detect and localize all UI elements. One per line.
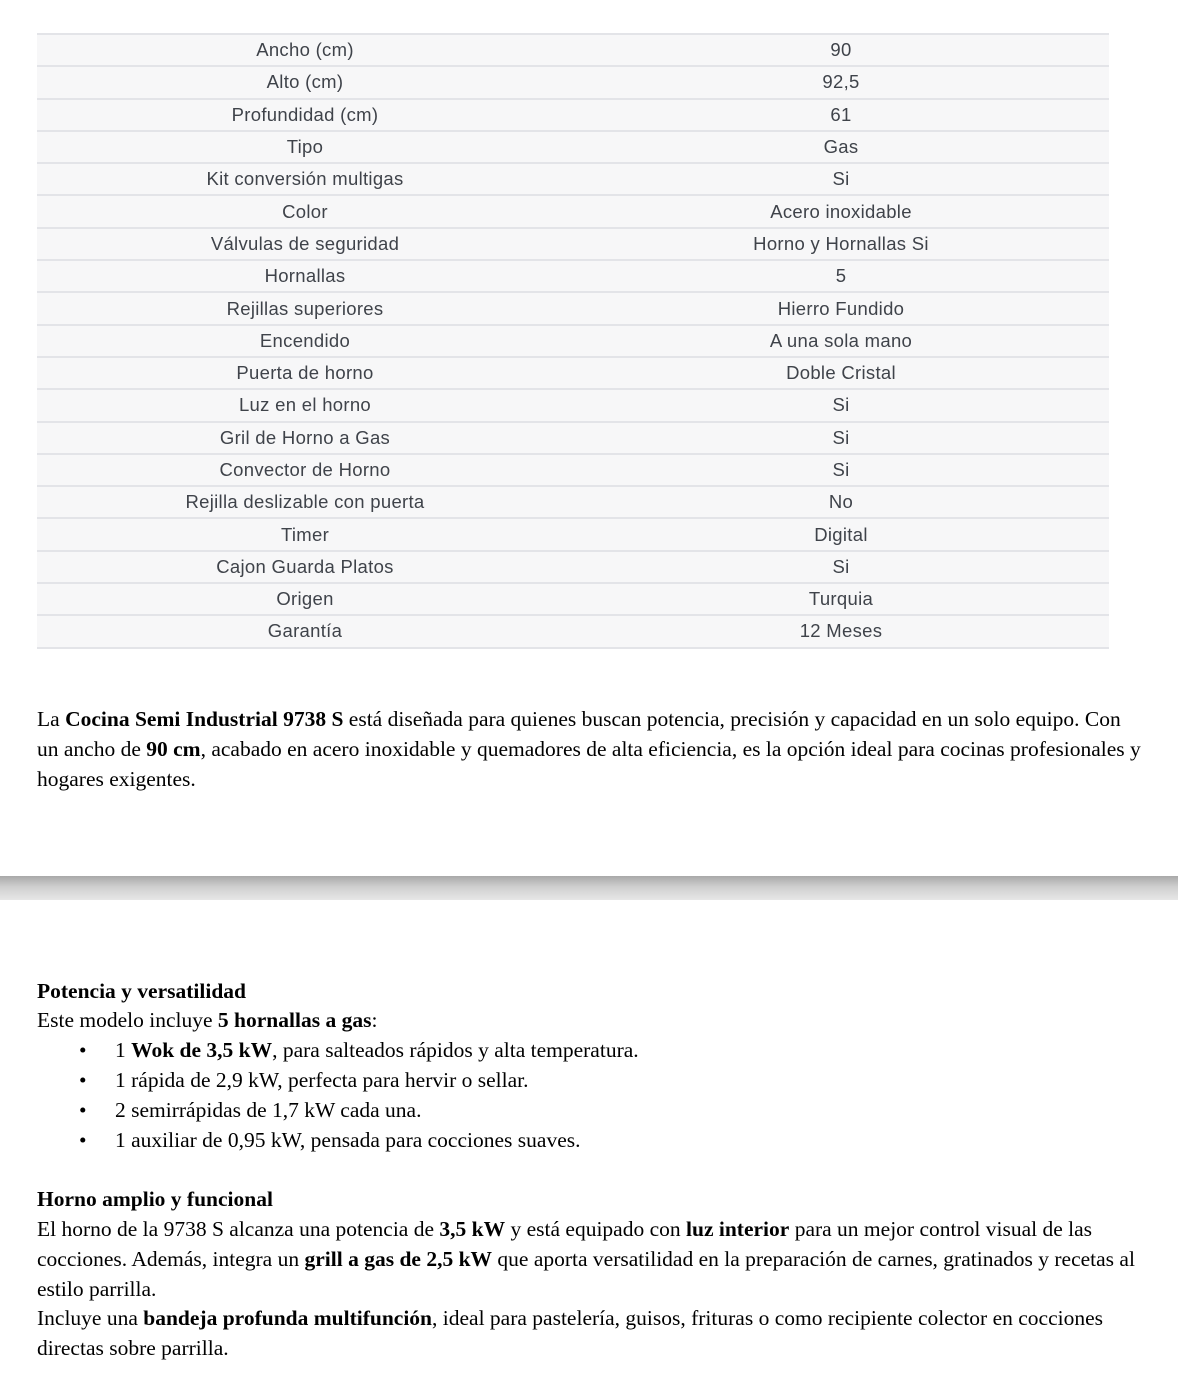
spec-label: Convector de Horno xyxy=(219,459,391,480)
intro-paragraph: La Cocina Semi Industrial 9738 S está diseñada para quienes buscan potencia, precisión y capacidad en un solo equipo. Con un ancho de 90 cm, acabado en acero inoxidable y quemadores de alta eficiencia, es la opción ideal para cocinas profesionales y hogares exigentes. xyxy=(37,706,1141,791)
spec-value: 61 xyxy=(830,103,852,125)
spec-table-row xyxy=(37,130,1109,162)
features-section xyxy=(37,977,1143,1364)
spec-table-row xyxy=(37,582,1109,614)
spec-table-row xyxy=(37,453,1109,485)
burner-list xyxy=(37,1036,1143,1155)
spec-table-row xyxy=(37,162,1109,194)
spec-value: Si xyxy=(832,168,850,190)
spec-value: 90 xyxy=(830,39,852,61)
spec-label: Válvulas de seguridad xyxy=(210,232,400,254)
spec-label: Tipo xyxy=(286,136,324,158)
oven-paragraph-1: El horno de la 9738 S alcanza una potencia de 3,5 kW y está equipado con luz interior para un mejor control visual de las cocciones. Además, integra un grill a gas de 2,5 kW que aporta versatilidad en la preparación de carnes, gratinados y recetas al estilo parrilla. xyxy=(37,1217,1135,1301)
spec-table-row xyxy=(37,324,1109,356)
spec-label: Garantía xyxy=(267,620,343,642)
spec-label: Origen xyxy=(276,588,334,610)
spec-label: Timer xyxy=(280,523,330,545)
spec-label: Alto (cm) xyxy=(266,71,344,93)
spec-table-row xyxy=(37,550,1109,582)
spec-table-row xyxy=(37,227,1109,259)
burner-list-item xyxy=(37,1126,1143,1156)
power-section-intro: Este modelo incluye 5 hornallas a gas: xyxy=(37,1008,378,1033)
spec-table-row xyxy=(37,291,1109,323)
spec-value: A una sola mano xyxy=(769,329,913,351)
spec-value: Gas xyxy=(823,136,859,158)
spec-label: Rejillas superiores xyxy=(226,297,384,319)
spec-value: Si xyxy=(832,459,850,480)
spec-label: Color xyxy=(282,200,328,222)
spec-table-row xyxy=(37,614,1109,646)
spec-value: Turquia xyxy=(808,588,874,610)
spec-table-row xyxy=(37,356,1109,388)
oven-paragraph-2: Incluye una bandeja profunda multifunción, ideal para pastelería, guisos, frituras o como recipiente colector en cocciones directas sobre parrilla. xyxy=(37,1306,1104,1361)
spec-value: Si xyxy=(832,555,850,577)
burner-list-item-text: 1 auxiliar de 0,95 kW, pensada para cocciones suaves. xyxy=(115,1127,581,1152)
burner-list-item xyxy=(37,1096,1143,1126)
spec-value: 5 xyxy=(835,265,847,287)
spec-label: Cajon Guarda Platos xyxy=(216,555,394,577)
spec-value: Si xyxy=(832,426,850,448)
spec-table-row xyxy=(37,388,1109,420)
spec-label: Ancho (cm) xyxy=(256,39,354,61)
spec-table-row xyxy=(37,259,1109,291)
burner-list-item-text: 2 semirrápidas de 1,7 kW cada una. xyxy=(115,1097,422,1122)
spec-label: Kit conversión multigas xyxy=(206,168,404,190)
spec-table xyxy=(37,33,1109,649)
section-divider xyxy=(0,876,1178,900)
spec-value: 92,5 xyxy=(822,71,860,93)
spec-table-row xyxy=(37,517,1109,549)
spec-label: Rejilla deslizable con puerta xyxy=(185,491,425,513)
spec-value: Si xyxy=(832,394,850,416)
spec-label: Luz en el horno xyxy=(238,394,372,416)
spec-value: Horno y Hornallas Si xyxy=(753,232,929,254)
burner-list-item-text: 1 rápida de 2,9 kW, perfecta para hervir o sellar. xyxy=(115,1068,529,1093)
burner-list-item-text: 1 Wok de 3,5 kW, para salteados rápidos y alta temperatura. xyxy=(115,1038,639,1063)
spec-label: Puerta de horno xyxy=(236,362,374,384)
burner-list-item xyxy=(37,1036,1143,1066)
spec-table-row xyxy=(37,194,1109,226)
spec-table-row xyxy=(37,485,1109,517)
spec-table-row xyxy=(37,65,1109,97)
spec-table-row xyxy=(37,98,1109,130)
power-section-heading: Potencia y versatilidad xyxy=(37,978,247,1003)
spec-value: No xyxy=(828,491,854,513)
spec-value: Hierro Fundido xyxy=(777,297,905,319)
burner-list-item xyxy=(37,1066,1143,1096)
spec-label: Gril de Horno a Gas xyxy=(219,426,391,448)
oven-section-heading: Horno amplio y funcional xyxy=(37,1187,273,1212)
spec-label: Hornallas xyxy=(264,265,346,287)
spec-value: Acero inoxidable xyxy=(770,200,912,222)
spec-table-row xyxy=(37,33,1109,65)
spec-label: Profundidad (cm) xyxy=(231,103,379,125)
spec-value: 12 Meses xyxy=(799,620,883,642)
spec-table-row xyxy=(37,421,1109,453)
spec-value: Doble Cristal xyxy=(786,362,896,384)
spec-value: Digital xyxy=(814,523,868,545)
spec-label: Encendido xyxy=(259,329,351,351)
